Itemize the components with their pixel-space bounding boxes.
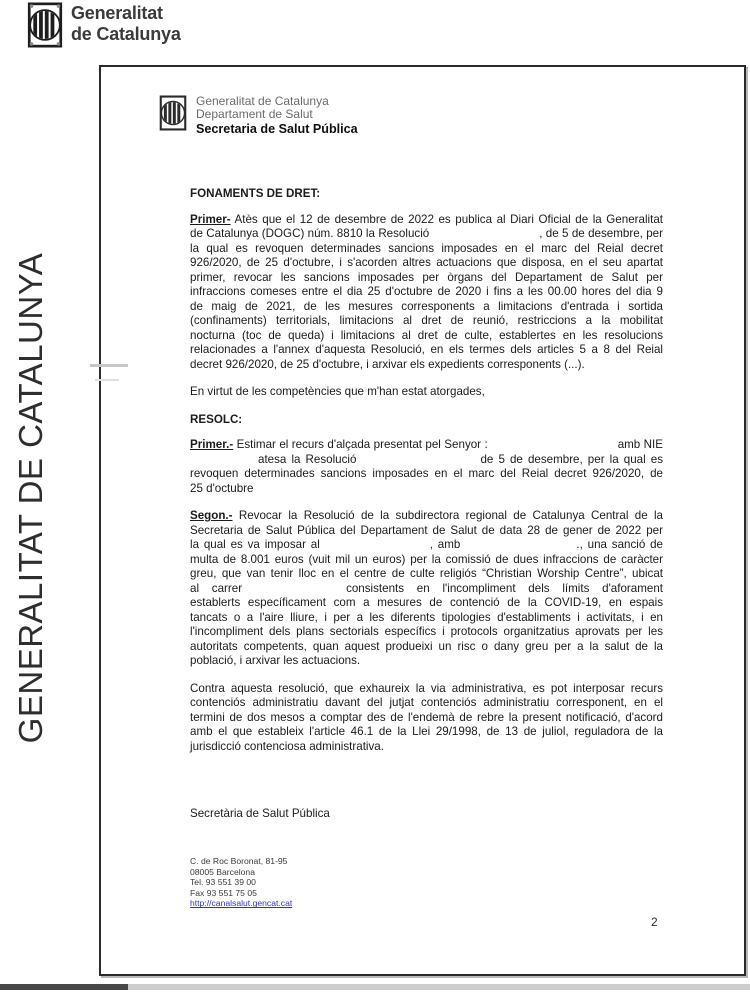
paragraph-lead-word: Primer.- [190, 438, 234, 451]
paragraph-line: Contra aquesta resolució, que exhaureix la via administrativa, es pot interposar recurs [190, 681, 663, 695]
paragraph [190, 682, 663, 755]
redacted-gap [320, 547, 430, 548]
paragraph-line: relacionades a l'annex d'aquesta Resolució, en els termes dels articles 5 a 8 del Reial [190, 343, 663, 356]
paragraph-line: Primer- Atès que el 12 de desembre de 2022 es publica al Diari Oficial de la Generalitat [190, 212, 663, 226]
section-heading: FONAMENTS DE DRET: [190, 187, 321, 200]
paragraph-line: 25 d'octubre [190, 481, 254, 495]
brand-logo [27, 1, 181, 49]
footer-address-line: Fax 93 551 75 05 [190, 887, 257, 898]
paragraph-line: infraccions comeses entre el dia 25 d'octubre de 2020 i fins a les 00.00 hores del dia 9 [190, 285, 663, 298]
letterhead-shield-icon [159, 94, 187, 132]
paragraph-line: Primer.- Estimar el recurs d'alçada presentat pel Senyor : amb NIE [190, 438, 663, 451]
redacted-gap [356, 462, 480, 463]
brand-text [71, 3, 181, 45]
paragraph-line: revoquen determinades sancions imposades en el marc del Reial decret 926/2020, de [190, 467, 663, 480]
letterhead-line3: Secretaria de Salut Pública [196, 122, 358, 136]
scrollbar-thumb[interactable] [0, 984, 128, 990]
paragraph-line: termini de dos mesos a comptar des de l'endemà de rebre la present notificació, d'acord [190, 710, 663, 724]
paragraph-lead-word: Primer- [190, 212, 231, 226]
vertical-watermark-text: GENERALITAT DE CATALUNYA [12, 252, 49, 744]
paragraph-line: al carrer consistents en l'incompliment dels límits d'aforament [190, 581, 663, 595]
paragraph-lead-word: Segon.- [190, 509, 233, 522]
letterhead-line1: Generalitat de Catalunya [196, 94, 329, 108]
paragraph-line: la qual es va imposar al , amb ., una sanció de [190, 538, 663, 551]
paragraph-line: de maig de 2021, de les mesures corresponents a limitacions d'entrada i sortida [190, 299, 663, 313]
footer-link[interactable]: http://canalsalut.gencat.cat [190, 898, 293, 909]
paragraph-line: autoritats competents, quan aquest produeixi un risc o dany greu per a la salut de la [190, 639, 663, 653]
paragraph-line: contenciós administratiu davant del jutjat contenciós administratiu corresponent, en el [190, 696, 663, 709]
paragraph [190, 438, 663, 496]
paragraph-line: primer, revocar les sancions imposades per òrgans del Departament de Salut per [190, 270, 663, 284]
paragraph-line: atesa la Resolució de 5 de desembre, per la qual es [190, 453, 663, 468]
redacted-gap [488, 447, 618, 448]
page-number: 2 [651, 915, 658, 929]
paragraph-line: (confinaments) territorials, limitacions al dret de reunió, restriccions a la mobilitat [190, 314, 663, 327]
footer-address-line: 08005 Barcelona [190, 866, 255, 877]
paragraph-line: de Catalunya (DOGC) núm. 8810 la Resolució , de 5 de desembre, per [190, 227, 663, 240]
paragraph [190, 509, 663, 669]
brand-text-line2: de Catalunya [71, 24, 181, 44]
document-page [99, 65, 746, 976]
paragraph-line: establerts específicament com a mesures de contenció de la COVID-19, en espais [190, 596, 663, 609]
paragraph-line: multa de 8.001 euros (vuit mil un euros) per la comissió de dues infraccions de caràcter [190, 552, 663, 566]
document-body [190, 187, 663, 767]
section-heading: RESOLC: [190, 412, 243, 426]
footer-address-line: C. de Roc Boronat, 81-95 [190, 856, 288, 866]
paragraph [190, 213, 663, 373]
paragraph-line: jurisdicció contenciosa administrativa. [190, 739, 384, 753]
paragraph-line: Segon.- Revocar la Resolució de la subdirectora regional de Catalunya Central de la [190, 509, 663, 522]
paragraph [190, 385, 663, 400]
letterhead-text [196, 94, 358, 137]
signature-title: Secretària de Salut Pública [190, 807, 330, 820]
paragraph-line: la qual es revoquen determinades sancions imposades en el marc del Reial decret [190, 241, 663, 255]
letterhead [159, 94, 358, 137]
paragraph-line: l'incompliment dels plans sectorials específics i protocols organitzatius aprovats per les [190, 625, 663, 638]
redacted-gap [429, 236, 539, 237]
senyera-shield-icon [27, 1, 63, 49]
footer-address-line: Tel. 93 551 39 00 [190, 877, 256, 888]
paragraph-line: decret 926/2020, de 25 d'octubre, i arxivar els expedients corresponents (...). [190, 357, 585, 371]
footer-block [190, 856, 292, 909]
redacted-gap [460, 547, 576, 548]
footer-address [190, 856, 292, 898]
paragraph-line: Secretaria de Salut Pública del Departament de Salut de data 28 de gener de 2022 per [190, 523, 663, 537]
paragraph-line: població, i arxivar les actuacions. [190, 654, 361, 667]
paragraph-line: En virtut de les competències que m'han estat atorgades, [190, 385, 485, 398]
fold-mark [95, 379, 119, 381]
redacted-gap [190, 462, 258, 463]
fold-mark [90, 364, 128, 367]
paragraph-line: greu, que van tenir lloc en el centre de culte religiós “Christian Worship Centre”, ubicat [190, 567, 663, 580]
paragraph-line: tancats o a l'aire lliure, i per a les diferents tipologies d'establiments i activitats, i en [190, 610, 663, 624]
paragraph-line: amb el que estableix l'article 46.1 de la Llei 29/1998, de 13 de juliol, reguladora de la [190, 725, 663, 738]
brand-text-line1: Generalitat [71, 3, 163, 23]
redacted-gap [242, 591, 346, 592]
paragraph-line: 926/2020, de 25 d'octubre, i s'acorden altres actuacions que disposa, en el seu apartat [190, 256, 663, 269]
paragraph-line: nocturna (toc de queda) i limitacions al dret de culte, establertes en les resolucions [190, 328, 663, 342]
horizontal-scrollbar[interactable] [0, 984, 750, 990]
letterhead-line2: Departament de Salut [196, 107, 313, 121]
